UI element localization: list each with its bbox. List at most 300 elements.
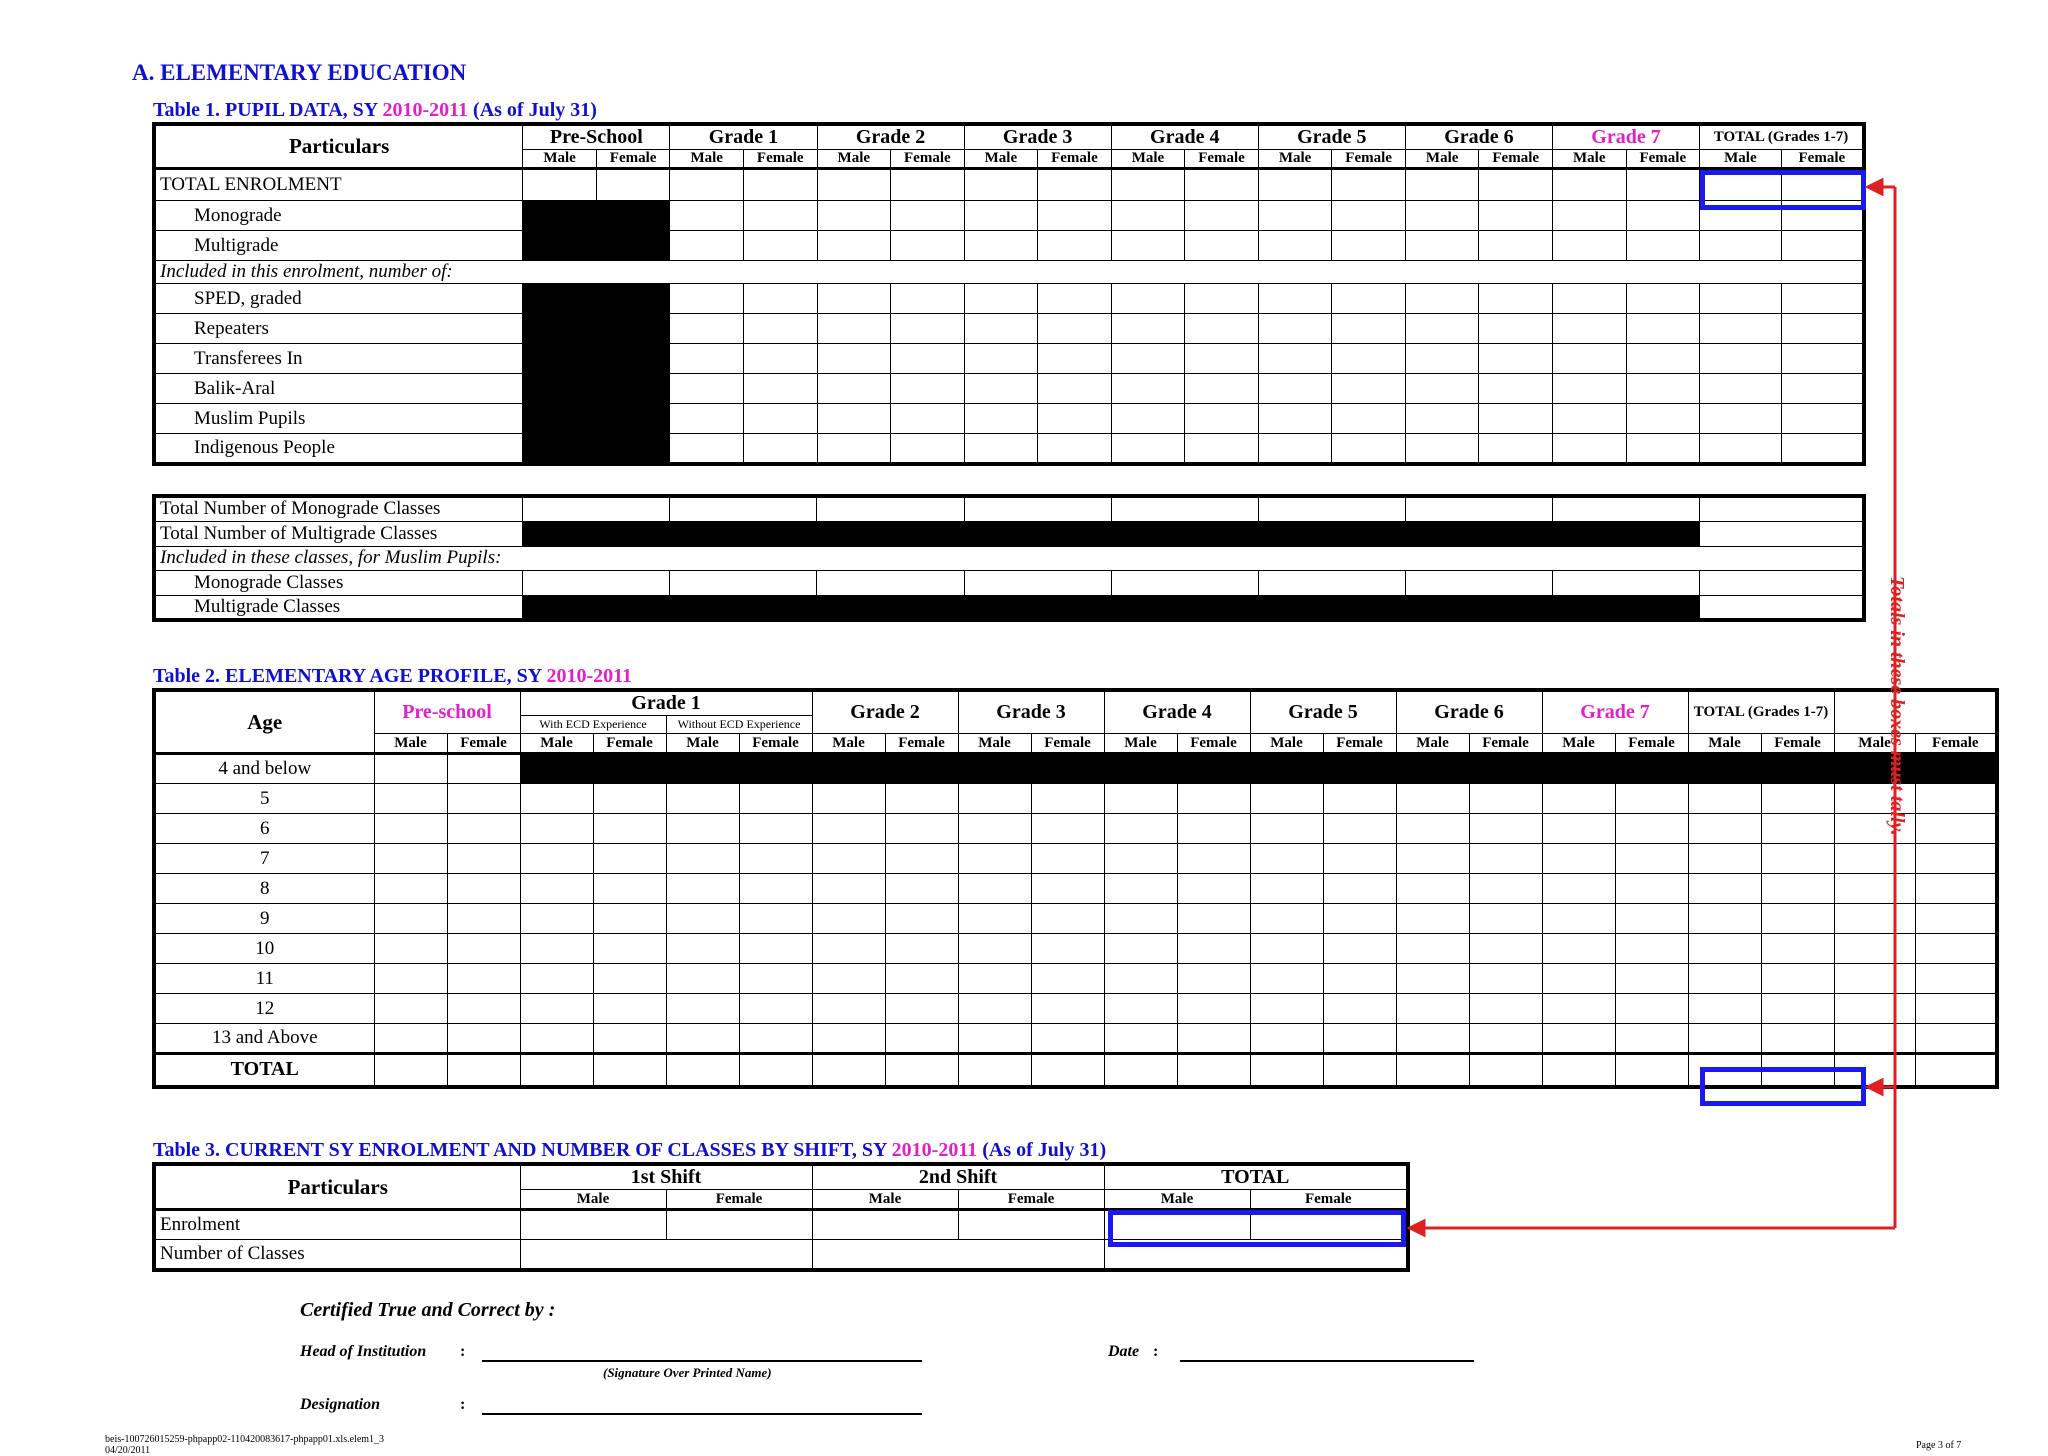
age-input-cell[interactable]: [885, 964, 958, 994]
table1-input-cell[interactable]: [817, 434, 891, 464]
age-input-cell[interactable]: [885, 784, 958, 814]
age-input-cell[interactable]: [739, 1024, 812, 1054]
table2-male-header: Male: [374, 734, 447, 754]
table1-input-cell[interactable]: [596, 284, 670, 314]
age-input-cell[interactable]: [374, 934, 447, 964]
age-input-cell[interactable]: [1031, 874, 1104, 904]
table1-input-cell[interactable]: [1185, 374, 1259, 404]
table1-input-cell[interactable]: [596, 231, 670, 261]
table1-input-cell[interactable]: [1258, 231, 1332, 261]
table1-input-cell[interactable]: [817, 374, 891, 404]
table1-input-cell[interactable]: [1185, 284, 1259, 314]
age-input-cell[interactable]: [1104, 934, 1177, 964]
table1-input-cell[interactable]: [817, 284, 891, 314]
age-input-cell[interactable]: [1177, 844, 1250, 874]
table1-input-cell[interactable]: [670, 314, 744, 344]
age-input-cell[interactable]: [374, 964, 447, 994]
age-input-cell[interactable]: [812, 994, 885, 1024]
age-input-cell[interactable]: [958, 964, 1031, 994]
age-total-cell[interactable]: [1104, 1054, 1177, 1087]
age-input-cell[interactable]: [1031, 934, 1104, 964]
table1-input-cell[interactable]: [1332, 314, 1406, 344]
table1-input-cell[interactable]: [964, 284, 1038, 314]
table1-input-cell[interactable]: [523, 314, 597, 344]
age-input-cell[interactable]: [1323, 784, 1396, 814]
table1-input-cell[interactable]: [670, 344, 744, 374]
table1-input-cell[interactable]: [891, 404, 965, 434]
age-total-cell[interactable]: [666, 1054, 739, 1087]
table1-input-cell[interactable]: [670, 434, 744, 464]
age-input-cell[interactable]: [885, 1024, 958, 1054]
age-input-cell[interactable]: [1031, 754, 1104, 784]
age-total-cell[interactable]: [1031, 1054, 1104, 1087]
table3-input-cell[interactable]: [1250, 1210, 1408, 1240]
table1-input-cell[interactable]: [1258, 344, 1332, 374]
age-input-cell[interactable]: [812, 904, 885, 934]
table1-input-cell[interactable]: [1111, 314, 1185, 344]
classes-input-cell[interactable]: [670, 496, 817, 521]
table1-input-cell[interactable]: [964, 231, 1038, 261]
age-input-cell[interactable]: [1250, 844, 1323, 874]
table1-input-cell[interactable]: [1185, 201, 1259, 231]
age-input-cell[interactable]: [1323, 844, 1396, 874]
table3-input-cell[interactable]: [520, 1210, 666, 1240]
table1-input-cell[interactable]: [743, 434, 817, 464]
age-input-cell[interactable]: [1104, 874, 1177, 904]
age-input-cell[interactable]: [374, 844, 447, 874]
age-input-cell[interactable]: [739, 844, 812, 874]
table1-input-cell[interactable]: [964, 314, 1038, 344]
age-input-cell[interactable]: [666, 784, 739, 814]
age-input-cell[interactable]: [374, 754, 447, 784]
age-total-cell[interactable]: [520, 1054, 593, 1087]
age-input-cell[interactable]: [666, 814, 739, 844]
table1-input-cell[interactable]: [1332, 374, 1406, 404]
age-input-cell[interactable]: [885, 994, 958, 1024]
table1-input-cell[interactable]: [523, 344, 597, 374]
table1-input-cell[interactable]: [817, 201, 891, 231]
age-input-cell[interactable]: [520, 904, 593, 934]
age-input-cell[interactable]: [812, 784, 885, 814]
age-input-cell[interactable]: [958, 844, 1031, 874]
table1-input-cell[interactable]: [523, 404, 597, 434]
table1-input-cell[interactable]: [1258, 284, 1332, 314]
table1-input-cell[interactable]: [1111, 344, 1185, 374]
table1-input-cell[interactable]: [1111, 231, 1185, 261]
age-input-cell[interactable]: [447, 874, 520, 904]
table1-male-header: Male: [1552, 150, 1626, 169]
age-input-cell[interactable]: [739, 964, 812, 994]
age-input-cell[interactable]: [447, 784, 520, 814]
table1-input-cell[interactable]: [596, 344, 670, 374]
classes-input-cell[interactable]: [523, 570, 670, 595]
age-input-cell[interactable]: [374, 874, 447, 904]
age-input-cell[interactable]: [1177, 934, 1250, 964]
age-input-cell[interactable]: [1250, 814, 1323, 844]
age-input-cell[interactable]: [958, 874, 1031, 904]
table1-input-cell[interactable]: [891, 434, 965, 464]
age-input-cell[interactable]: [1177, 994, 1250, 1024]
age-input-cell[interactable]: [812, 964, 885, 994]
age-input-cell[interactable]: [666, 754, 739, 784]
table1-input-cell[interactable]: [1332, 404, 1406, 434]
age-total-cell[interactable]: [885, 1054, 958, 1087]
classes-input-cell[interactable]: [1111, 496, 1258, 521]
age-total-cell[interactable]: [1915, 1054, 1997, 1087]
age-input-cell[interactable]: [593, 874, 666, 904]
table1-input-cell[interactable]: [817, 314, 891, 344]
age-input-cell[interactable]: [1915, 754, 1997, 784]
head-signature-line[interactable]: [482, 1360, 922, 1362]
age-total-cell[interactable]: [958, 1054, 1031, 1087]
classes-input-cell[interactable]: [1258, 570, 1405, 595]
table1-input-cell[interactable]: [891, 344, 965, 374]
table1-input-cell[interactable]: [1185, 231, 1259, 261]
age-input-cell[interactable]: [885, 904, 958, 934]
age-input-cell[interactable]: [374, 784, 447, 814]
table1-input-cell[interactable]: [817, 231, 891, 261]
age-input-cell[interactable]: [1323, 754, 1396, 784]
age-input-cell[interactable]: [958, 904, 1031, 934]
age-input-cell[interactable]: [1177, 784, 1250, 814]
age-input-cell[interactable]: [1031, 904, 1104, 934]
age-input-cell[interactable]: [885, 754, 958, 784]
age-input-cell[interactable]: [739, 994, 812, 1024]
age-input-cell[interactable]: [1031, 784, 1104, 814]
age-input-cell[interactable]: [1031, 994, 1104, 1024]
age-input-cell[interactable]: [593, 1024, 666, 1054]
table1-input-cell[interactable]: [596, 314, 670, 344]
table1-input-cell[interactable]: [1332, 231, 1406, 261]
table1-input-cell[interactable]: [1038, 344, 1112, 374]
table1-input-cell[interactable]: [1258, 404, 1332, 434]
age-input-cell[interactable]: [520, 1024, 593, 1054]
age-input-cell[interactable]: [447, 934, 520, 964]
table1-input-cell[interactable]: [596, 374, 670, 404]
age-total-cell[interactable]: [812, 1054, 885, 1087]
age-input-cell[interactable]: [447, 1024, 520, 1054]
age-input-cell[interactable]: [447, 844, 520, 874]
age-input-cell[interactable]: [593, 994, 666, 1024]
age-input-cell[interactable]: [593, 904, 666, 934]
age-input-cell[interactable]: [885, 814, 958, 844]
table1-input-cell[interactable]: [891, 284, 965, 314]
table1-input-cell[interactable]: [891, 201, 965, 231]
age-input-cell[interactable]: [1177, 964, 1250, 994]
table1-input-cell[interactable]: [964, 404, 1038, 434]
table1-input-cell[interactable]: [891, 169, 965, 201]
table1-input-cell[interactable]: [964, 374, 1038, 404]
age-input-cell[interactable]: [520, 994, 593, 1024]
age-input-cell[interactable]: [1250, 874, 1323, 904]
table1-input-cell[interactable]: [1038, 231, 1112, 261]
table1-input-cell[interactable]: [1038, 169, 1112, 201]
age-input-cell[interactable]: [1915, 994, 1997, 1024]
age-total-cell[interactable]: [1177, 1054, 1250, 1087]
table1-input-cell[interactable]: [817, 169, 891, 201]
age-input-cell[interactable]: [958, 814, 1031, 844]
age-input-cell[interactable]: [1915, 934, 1997, 964]
age-input-cell[interactable]: [812, 814, 885, 844]
table1-input-cell[interactable]: [964, 169, 1038, 201]
age-input-cell[interactable]: [812, 844, 885, 874]
age-input-cell[interactable]: [593, 844, 666, 874]
age-input-cell[interactable]: [1250, 754, 1323, 784]
age-input-cell[interactable]: [1915, 904, 1997, 934]
table1-input-cell[interactable]: [964, 201, 1038, 231]
table1-input-cell[interactable]: [1111, 201, 1185, 231]
table1-input-cell[interactable]: [1038, 201, 1112, 231]
table1-input-cell[interactable]: [1111, 434, 1185, 464]
age-input-cell[interactable]: [885, 874, 958, 904]
table1-input-cell[interactable]: [1258, 374, 1332, 404]
age-input-cell[interactable]: [1915, 1024, 1997, 1054]
age-input-cell[interactable]: [447, 754, 520, 784]
designation-line[interactable]: [482, 1413, 922, 1415]
age-input-cell[interactable]: [1104, 814, 1177, 844]
table1-input-cell[interactable]: [670, 404, 744, 434]
age-input-cell[interactable]: [958, 994, 1031, 1024]
table1-input-cell[interactable]: [743, 201, 817, 231]
age-input-cell[interactable]: [1177, 814, 1250, 844]
table3-input-cell[interactable]: [812, 1240, 1104, 1270]
table1-input-cell[interactable]: [1038, 374, 1112, 404]
age-input-cell[interactable]: [447, 964, 520, 994]
classes-input-cell[interactable]: [964, 496, 1111, 521]
age-input-cell[interactable]: [1104, 1024, 1177, 1054]
table1-input-cell[interactable]: [670, 284, 744, 314]
age-input-cell[interactable]: [958, 934, 1031, 964]
age-input-cell[interactable]: [958, 1024, 1031, 1054]
table1-input-cell[interactable]: [1332, 201, 1406, 231]
age-input-cell[interactable]: [520, 934, 593, 964]
table1-input-cell[interactable]: [1332, 169, 1406, 201]
table1-input-cell[interactable]: [1332, 434, 1406, 464]
age-input-cell[interactable]: [1323, 814, 1396, 844]
table1-input-cell[interactable]: [1258, 434, 1332, 464]
age-input-cell[interactable]: [958, 784, 1031, 814]
table1-input-cell[interactable]: [891, 231, 965, 261]
age-input-cell[interactable]: [1915, 874, 1997, 904]
age-input-cell[interactable]: [1104, 844, 1177, 874]
age-input-cell[interactable]: [1031, 1024, 1104, 1054]
table1-input-cell[interactable]: [670, 231, 744, 261]
age-input-cell[interactable]: [1177, 754, 1250, 784]
table1-input-cell[interactable]: [1185, 314, 1259, 344]
age-total-cell[interactable]: [1323, 1054, 1396, 1087]
age-input-cell[interactable]: [1323, 904, 1396, 934]
table1-input-cell[interactable]: [743, 284, 817, 314]
table1-input-cell[interactable]: [1038, 434, 1112, 464]
age-input-cell[interactable]: [1104, 994, 1177, 1024]
age-total-cell[interactable]: [374, 1054, 447, 1087]
classes-input-cell[interactable]: [523, 496, 670, 521]
age-input-cell[interactable]: [1250, 994, 1323, 1024]
table1-input-cell[interactable]: [1258, 314, 1332, 344]
age-input-cell[interactable]: [812, 874, 885, 904]
age-input-cell[interactable]: [666, 1024, 739, 1054]
age-input-cell[interactable]: [739, 874, 812, 904]
table1-input-cell[interactable]: [891, 314, 965, 344]
age-total-cell[interactable]: [739, 1054, 812, 1087]
age-input-cell[interactable]: [520, 844, 593, 874]
age-input-cell[interactable]: [812, 754, 885, 784]
table1-input-cell[interactable]: [891, 374, 965, 404]
age-input-cell[interactable]: [447, 904, 520, 934]
table1-input-cell[interactable]: [523, 284, 597, 314]
age-input-cell[interactable]: [739, 904, 812, 934]
age-input-cell[interactable]: [520, 784, 593, 814]
table3-input-cell[interactable]: [666, 1210, 812, 1240]
age-input-cell[interactable]: [593, 754, 666, 784]
table3-input-cell[interactable]: [812, 1210, 958, 1240]
age-input-cell[interactable]: [1915, 964, 1997, 994]
table1-input-cell[interactable]: [523, 169, 597, 201]
table1-input-cell[interactable]: [1111, 404, 1185, 434]
age-total-cell[interactable]: [593, 1054, 666, 1087]
age-input-cell[interactable]: [593, 964, 666, 994]
table1-input-cell[interactable]: [1185, 344, 1259, 374]
table3-input-cell[interactable]: [1104, 1240, 1408, 1270]
age-input-cell[interactable]: [958, 754, 1031, 784]
age-input-cell[interactable]: [1177, 1024, 1250, 1054]
table1-input-cell[interactable]: [523, 201, 597, 231]
age-input-cell[interactable]: [1031, 814, 1104, 844]
age-input-cell[interactable]: [1250, 964, 1323, 994]
age-input-cell[interactable]: [374, 994, 447, 1024]
age-input-cell[interactable]: [447, 814, 520, 844]
table1-input-cell[interactable]: [1332, 344, 1406, 374]
table1-input-cell[interactable]: [523, 434, 597, 464]
age-input-cell[interactable]: [666, 874, 739, 904]
age-input-cell[interactable]: [1323, 874, 1396, 904]
age-input-cell[interactable]: [593, 814, 666, 844]
age-input-cell[interactable]: [666, 904, 739, 934]
age-input-cell[interactable]: [374, 814, 447, 844]
table1-input-cell[interactable]: [817, 344, 891, 374]
table1-input-cell[interactable]: [523, 231, 597, 261]
age-input-cell[interactable]: [593, 934, 666, 964]
table1-input-cell[interactable]: [1185, 169, 1259, 201]
age-input-cell[interactable]: [1323, 1024, 1396, 1054]
age-input-cell[interactable]: [1031, 964, 1104, 994]
table1-input-cell[interactable]: [743, 231, 817, 261]
age-total-cell[interactable]: [447, 1054, 520, 1087]
table1-input-cell[interactable]: [596, 169, 670, 201]
table2-caption-text: Table 2. ELEMENTARY AGE PROFILE, SY: [153, 665, 547, 687]
table1-input-cell[interactable]: [670, 169, 744, 201]
table1-input-cell[interactable]: [1185, 434, 1259, 464]
age-input-cell[interactable]: [1915, 814, 1997, 844]
classes-input-cell[interactable]: [1111, 570, 1258, 595]
classes-input-cell[interactable]: [670, 570, 817, 595]
age-input-cell[interactable]: [666, 844, 739, 874]
age-input-cell[interactable]: [374, 1024, 447, 1054]
age-input-cell[interactable]: [1104, 964, 1177, 994]
age-input-cell[interactable]: [520, 874, 593, 904]
table1-input-cell[interactable]: [523, 374, 597, 404]
table1-input-cell[interactable]: [596, 404, 670, 434]
date-line[interactable]: [1180, 1360, 1474, 1362]
table1-input-cell[interactable]: [743, 344, 817, 374]
table1-input-cell[interactable]: [1332, 284, 1406, 314]
classes-input-cell[interactable]: [1258, 496, 1405, 521]
table1-input-cell[interactable]: [1111, 374, 1185, 404]
age-input-cell[interactable]: [1031, 844, 1104, 874]
table1-input-cell[interactable]: [743, 314, 817, 344]
table1-input-cell[interactable]: [1258, 169, 1332, 201]
table1-input-cell[interactable]: [1038, 314, 1112, 344]
age-input-cell[interactable]: [1250, 784, 1323, 814]
table1-input-cell[interactable]: [1258, 201, 1332, 231]
age-input-cell[interactable]: [885, 844, 958, 874]
age-input-cell[interactable]: [739, 814, 812, 844]
table3-input-cell[interactable]: [958, 1210, 1104, 1240]
age-input-cell[interactable]: [739, 754, 812, 784]
age-input-cell[interactable]: [1250, 934, 1323, 964]
age-input-cell[interactable]: [520, 814, 593, 844]
age-input-cell[interactable]: [739, 784, 812, 814]
age-input-cell[interactable]: [1104, 904, 1177, 934]
age-input-cell[interactable]: [1104, 784, 1177, 814]
table1-input-cell[interactable]: [1111, 169, 1185, 201]
age-input-cell[interactable]: [1323, 994, 1396, 1024]
age-input-cell[interactable]: [885, 934, 958, 964]
classes-input-cell[interactable]: [817, 496, 964, 521]
age-input-cell[interactable]: [520, 964, 593, 994]
age-input-cell[interactable]: [666, 994, 739, 1024]
age-input-cell[interactable]: [374, 904, 447, 934]
age-input-cell[interactable]: [1250, 904, 1323, 934]
age-input-cell[interactable]: [1250, 1024, 1323, 1054]
table1-input-cell[interactable]: [964, 344, 1038, 374]
table1-input-cell[interactable]: [1185, 404, 1259, 434]
age-input-cell[interactable]: [1104, 754, 1177, 784]
table3-input-cell[interactable]: [520, 1240, 812, 1270]
table1-input-cell[interactable]: [1038, 404, 1112, 434]
age-input-cell[interactable]: [812, 1024, 885, 1054]
age-input-cell[interactable]: [739, 934, 812, 964]
age-input-cell[interactable]: [1177, 904, 1250, 934]
age-input-cell[interactable]: [1177, 874, 1250, 904]
table1-input-cell[interactable]: [817, 404, 891, 434]
age-input-cell[interactable]: [812, 934, 885, 964]
table1-input-cell[interactable]: [743, 404, 817, 434]
age-input-cell[interactable]: [1323, 934, 1396, 964]
table1-input-cell[interactable]: [670, 374, 744, 404]
table1-input-cell[interactable]: [743, 374, 817, 404]
age-input-cell[interactable]: [447, 994, 520, 1024]
age-input-cell[interactable]: [520, 754, 593, 784]
table1-input-cell[interactable]: [743, 169, 817, 201]
table1-input-cell[interactable]: [1038, 284, 1112, 314]
table3-input-cell[interactable]: [1104, 1210, 1250, 1240]
classes-input-cell[interactable]: [817, 570, 964, 595]
age-input-cell[interactable]: [666, 934, 739, 964]
table1-input-cell[interactable]: [964, 434, 1038, 464]
age-input-cell[interactable]: [666, 964, 739, 994]
table1-input-cell[interactable]: [596, 201, 670, 231]
table1-input-cell[interactable]: [670, 201, 744, 231]
classes-input-cell[interactable]: [964, 570, 1111, 595]
age-input-cell[interactable]: [1915, 844, 1997, 874]
age-input-cell[interactable]: [1323, 964, 1396, 994]
age-input-cell[interactable]: [1915, 784, 1997, 814]
table1-input-cell[interactable]: [1111, 284, 1185, 314]
age-input-cell[interactable]: [593, 784, 666, 814]
table1-input-cell[interactable]: [596, 434, 670, 464]
age-total-cell[interactable]: [1250, 1054, 1323, 1087]
